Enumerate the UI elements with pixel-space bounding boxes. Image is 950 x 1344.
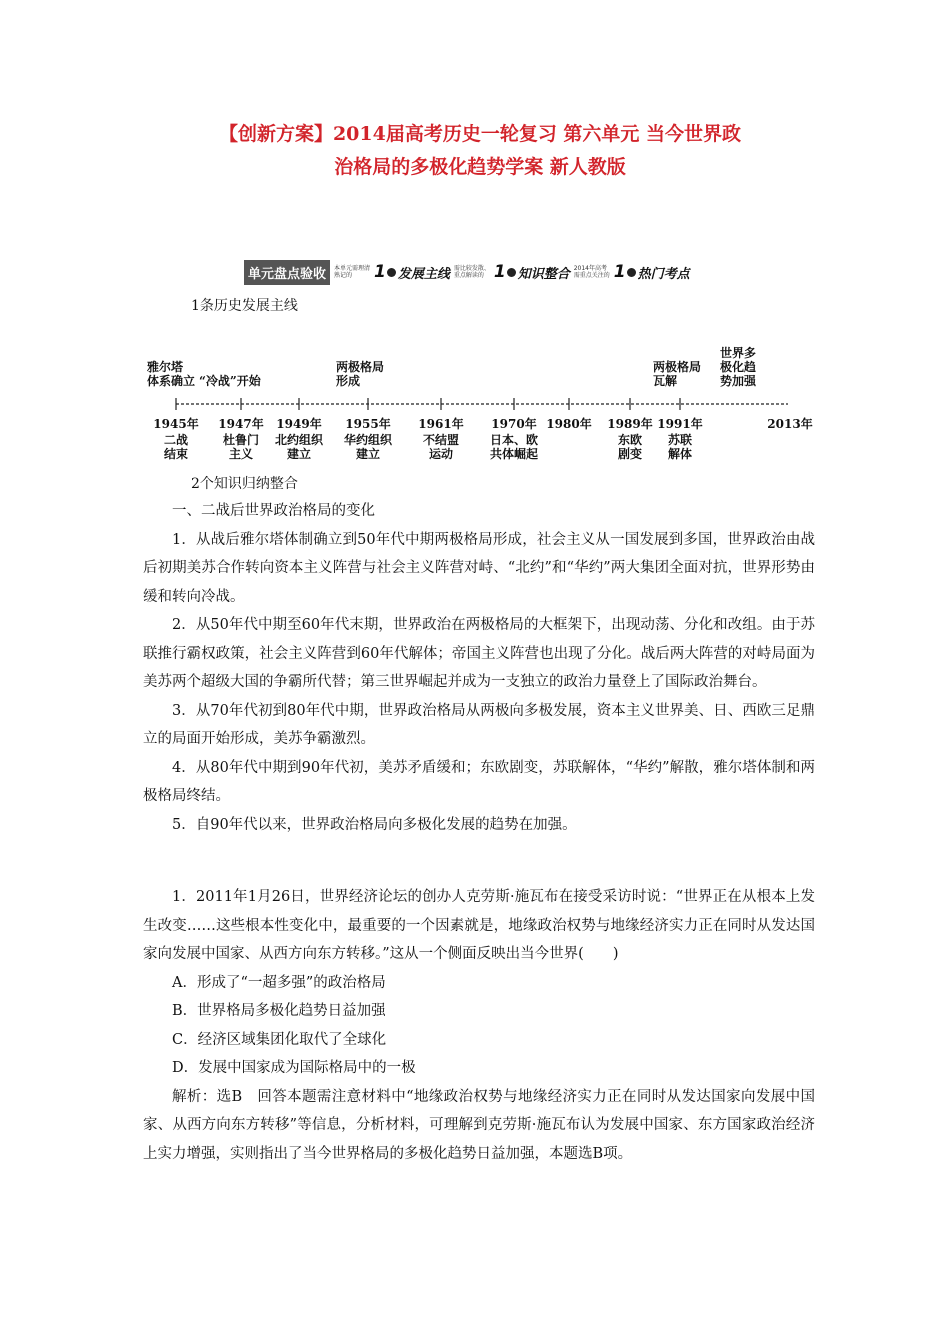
summary-paragraph: 3．从70年代初到80年代中期，世界政治格局从两极向多极发展，资本主义世界美、日、西欧三足鼎立的局面开始形成，美苏争霸激烈。 — [143, 702, 815, 747]
history-timeline — [0, 340, 950, 475]
option-d: D．发展中国家成为国际格局中的一极 — [172, 1060, 416, 1076]
timeline-event: 东欧 剧变 — [617, 433, 643, 461]
banner-heading-3 — [614, 262, 690, 282]
unit-review-banner — [244, 260, 738, 284]
question-analysis: 解析：选B 回答本题需注意材料中“地缘政治权势与地缘经济实力正在同时从发达国家向发展中国家、从西方向东方转移”等信息，分析材料，可理解到克劳斯·施瓦布认为发展中国家、东方国家政治经济上实力增强，实则指出了当今世界格局的多极化趋势日益加强，本题选B项。 — [143, 1088, 815, 1162]
timeline-event: 苏联 解体 — [667, 433, 693, 461]
banner-heading-2-text: 知识整合 — [517, 266, 570, 282]
banner-heading-3-number: 1 — [613, 262, 626, 282]
banner-heading-1 — [374, 262, 450, 282]
bullet-dot-icon — [387, 268, 396, 277]
timeline-year: 2013年 — [767, 417, 813, 431]
question-stem: 1．2011年1月26日，世界经济论坛的创办人克劳斯·施瓦布在接受采访时说：“世界正在从根本上发生改变……这些根本性变化中，最重要的一个因素就是，地缘政治权势与地缘经济实力正在同时从发达国家向发展中国家、从西方向东方转移。”这从一个侧面反映出当今世界( ) — [143, 889, 815, 962]
banner-main-label: 单元盘点验收 — [244, 260, 330, 285]
document-title — [140, 118, 820, 184]
banner-heading-1-number: 1 — [374, 262, 386, 282]
timeline-top-label: 世界多 极化趋 势加强 — [720, 346, 757, 388]
section-1-title: 1条历史发展主线 — [191, 298, 298, 314]
option-c: C．经济区域集团化取代了全球化 — [172, 1031, 387, 1048]
section-2-title: 2个知识归纳整合 — [191, 476, 298, 492]
banner-heading-1-text: 发展主线 — [397, 266, 450, 282]
timeline-year: 1991年 — [657, 417, 703, 431]
banner-note-2: 需比较发散、重点解读的 — [453, 265, 490, 279]
banner-note-1: 本单元需理清熟记的 — [334, 265, 371, 279]
timeline-top-label: “冷战”开始 — [199, 374, 261, 388]
timeline-year: 1961年 — [418, 417, 464, 431]
summary-paragraph: 1．从战后雅尔塔体制确立到50年代中期两极格局形成，社会主义从一国发展到多国，世界政治由战后初期美苏合作转向资本主义阵营与社会主义阵营对峙、“北约”和“华约”两大集团全面对抗，世界形势由缓和转向冷战。 — [143, 531, 815, 605]
timeline-event: 不结盟 运动 — [422, 433, 460, 461]
timeline-event: 二战 结束 — [163, 433, 189, 461]
banner-heading-2 — [494, 262, 570, 282]
timeline-top-label: 雅尔塔 体系确立 — [147, 360, 196, 388]
title-line-2: 治格局的多极化趋势学案 新人教版 — [334, 156, 626, 178]
timeline-year: 1949年 — [276, 417, 322, 431]
timeline-event: 杜鲁门 主义 — [222, 433, 260, 461]
banner-heading-2-number: 1 — [493, 262, 506, 282]
timeline-top-label: 两极格局 形成 — [336, 360, 385, 388]
timeline-event: 北约组织 建立 — [274, 433, 324, 461]
timeline-top-label: 两极格局 瓦解 — [653, 360, 702, 388]
timeline-event: 日本、欧 共体崛起 — [489, 433, 539, 461]
summary-paragraph: 2．从50年代中期至60年代末期，世界政治在两极格局的大框架下，出现动荡、分化和改组。由于苏联推行霸权政策，社会主义阵营到60年代解体；帝国主义阵营也出现了分化。战后两大阵营的对峙局面为美苏两个超级大国的争霸所代替；第三世界崛起并成为一支独立的政治力量登上了国际政治舞台。 — [143, 617, 815, 690]
timeline-event: 华约组织 建立 — [343, 433, 393, 461]
bullet-dot-icon — [627, 268, 636, 277]
banner-note-3: 2014年高考需重点关注的 — [573, 265, 610, 279]
summary-text — [143, 497, 815, 839]
timeline-axis — [0, 340, 950, 475]
summary-paragraph: 5．自90年代以来，世界政治格局向多极化发展的趋势在加强。 — [172, 816, 577, 833]
timeline-year: 1989年 — [607, 417, 653, 431]
summary-heading: 一、二战后世界政治格局的变化 — [172, 503, 375, 519]
option-b: B．世界格局多极化趋势日益加强 — [172, 1003, 386, 1019]
timeline-year: 1947年 — [218, 417, 264, 431]
timeline-year: 1970年 — [491, 417, 537, 431]
timeline-year: 1955年 — [345, 417, 391, 431]
banner-heading-3-text: 热门考点 — [637, 266, 690, 282]
summary-paragraph: 4．从80年代中期到90年代初，美苏矛盾缓和；东欧剧变，苏联解体，“华约”解散，雅尔塔体制和两极格局终结。 — [143, 759, 815, 804]
title-line-1: 【创新方案】2014届高考历史一轮复习 第六单元 当今世界政 — [218, 123, 742, 145]
timeline-year: 1980年 — [546, 417, 592, 431]
timeline-year: 1945年 — [153, 417, 199, 431]
option-a: A．形成了“一超多强”的政治格局 — [172, 974, 386, 991]
practice-question — [143, 883, 815, 1168]
bullet-dot-icon — [507, 268, 516, 277]
